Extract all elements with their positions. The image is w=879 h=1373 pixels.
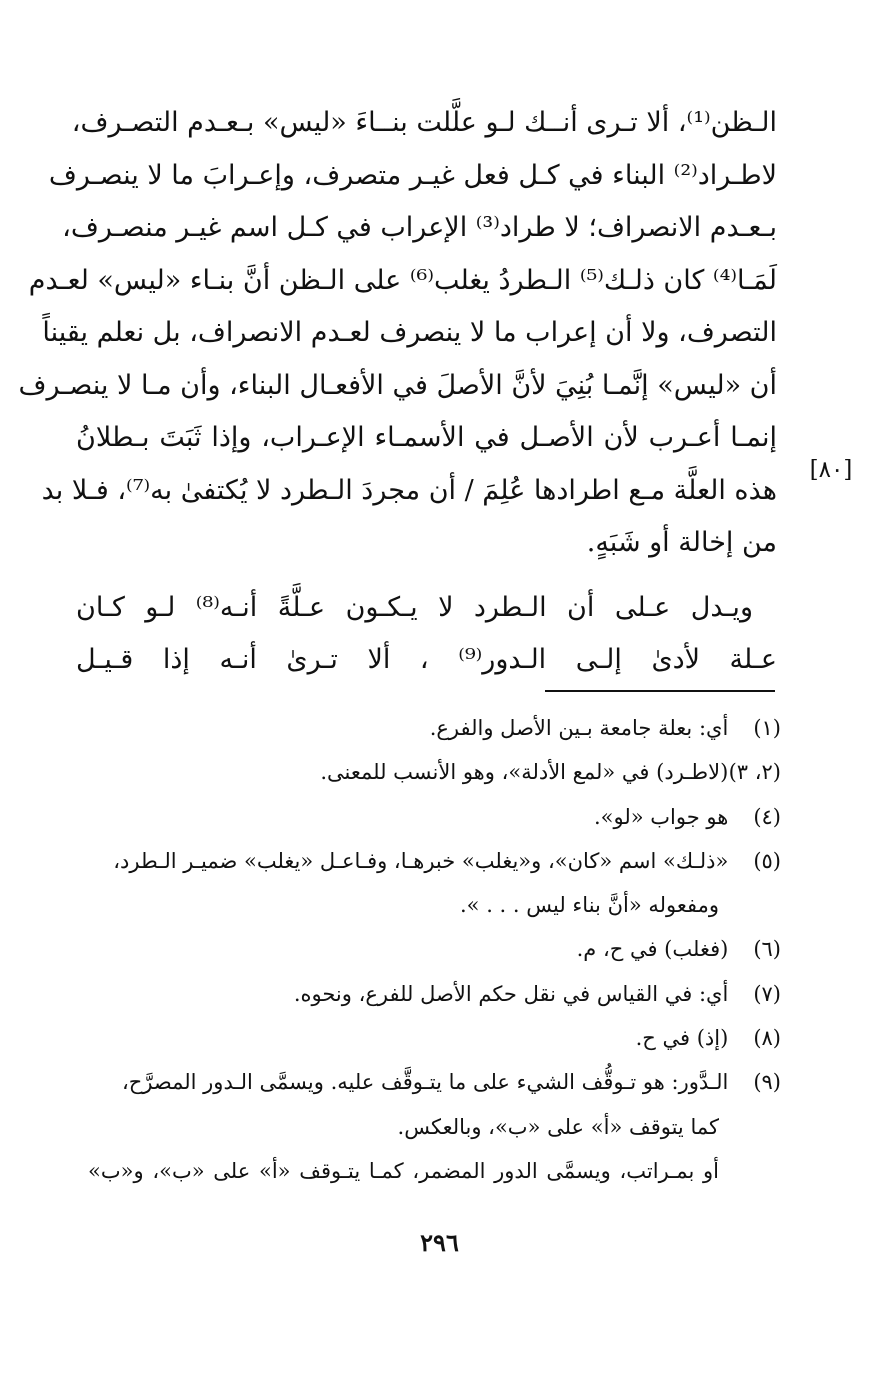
footnote-number: (٨)	[753, 1026, 781, 1051]
text-line: عـلة لأدىٰ إلـى الـدور⁽⁹⁾ ، ألا تـرىٰ أنـه إذا قـيـل	[76, 644, 777, 675]
footnote-item	[88, 706, 781, 750]
footnote-number: (٧)	[753, 981, 781, 1006]
footnotes	[88, 706, 781, 1193]
footnote-item	[88, 1060, 781, 1104]
text-line: الـظن⁽¹⁾، ألا تـرى أنــك لـو علَّلت بنــاءَ «ليس» بـعـدم التصـرف،	[71, 107, 777, 138]
footnote-text: (فغلب) في ح، م.	[576, 937, 729, 962]
text-line: من إخالة أو شَبَهٍ.	[586, 527, 777, 558]
text-line: أن «ليس» إنَّمـا بُنِيَ لأنَّ الأصلَ في الأفعـال البناء، وأن مـا لا ينصـرف	[18, 369, 777, 401]
footnote-text: (لاطـرد) في «لمع الأدلة»، وهو الأنسب للمعنى.	[320, 760, 729, 785]
footnote-number: (٢، ٣)	[728, 760, 781, 785]
footnote-number: (٤)	[753, 804, 781, 829]
text-line: بـعـدم الانصراف؛ لا طراد⁽³⁾ الإعراب في كـل اسم غيـر منصـرف،	[62, 212, 777, 243]
footnote-continuation: كما يتوقف «أ» على «ب»، وبالعكس.	[397, 1114, 719, 1139]
footnote-text: «ذلـك» اسم «كان»، و«يغلب» خبرهـا، وفـاعـل «يغلب» ضميـر الـطرد،	[113, 848, 729, 873]
footnote-text: (إذ) في ح.	[635, 1026, 729, 1051]
footnote-number: (٦)	[753, 937, 781, 962]
text-line: لَمَـا⁽⁴⁾ كان ذلـك⁽⁵⁾ الـطردُ يغلب⁽⁶⁾ على الـظن أنَّ بنـاء «ليس» لعـدم	[28, 264, 777, 296]
footnote-item	[88, 972, 781, 1016]
text-line: التصرف، ولا أن إعراب ما لا ينصرف لعـدم الانصراف، بل نعلم يقيناً	[42, 317, 777, 348]
footnote-number: (٩)	[753, 1070, 781, 1095]
footnote-item	[88, 1016, 781, 1060]
footnote-item	[88, 839, 781, 883]
footnote-item	[88, 795, 781, 839]
text-line: ويـدل عـلى أن الـطرد لا يـكـون عـلَّةً أنـه⁽⁸⁾ لـو كـان	[76, 591, 753, 623]
main-text	[18, 97, 777, 687]
footnote-number: (١)	[753, 716, 781, 740]
footnote-continuation: ومفعوله «أنَّ بناء ليس . . . ».	[460, 893, 719, 918]
text-line: إنمـا أعـرب لأن الأصـل في الأسمـاء الإعـراب، وإذا ثَبَتَ بـطلانُ	[76, 422, 777, 453]
footnote-continuation: أو بمـراتب، ويسمَّى الدور المضمر، كمـا يتـوقف «أ» على «ب»، و«ب»	[88, 1158, 719, 1183]
text-line: هذه العلَّة مـع اطرادها عُلِمَ / أن مجردَ الـطرد لا يُكتفىٰ به⁽⁷⁾، فـلا بد	[41, 474, 777, 506]
page-number: ٢٩٦	[420, 1228, 459, 1257]
footnote-text: أي: في القياس في نقل حكم الأصل للفرع، ونحوه.	[293, 981, 729, 1006]
footnote-text: الـدَّور: هو تـوقُّف الشيء على ما يتـوقَّف عليه. ويسمَّى الـدور المصرَّح،	[121, 1070, 729, 1095]
footnote-separator	[545, 690, 775, 692]
footnote-text: أي: بعلة جامعة بـين الأصل والفرع.	[429, 716, 729, 740]
footnote-number: (٥)	[753, 848, 781, 873]
paragraph-gap	[76, 570, 777, 582]
margin-page-marker: [٨٠]	[809, 457, 853, 483]
footnote-item	[88, 750, 781, 794]
text-line: لاطـراد⁽²⁾ البناء في كـل فعل غيـر متصرف، وإعـرابَ ما لا ينصـرف	[48, 159, 777, 191]
footnote-item	[88, 927, 781, 971]
footnote-text: هو جواب «لو».	[593, 804, 729, 829]
